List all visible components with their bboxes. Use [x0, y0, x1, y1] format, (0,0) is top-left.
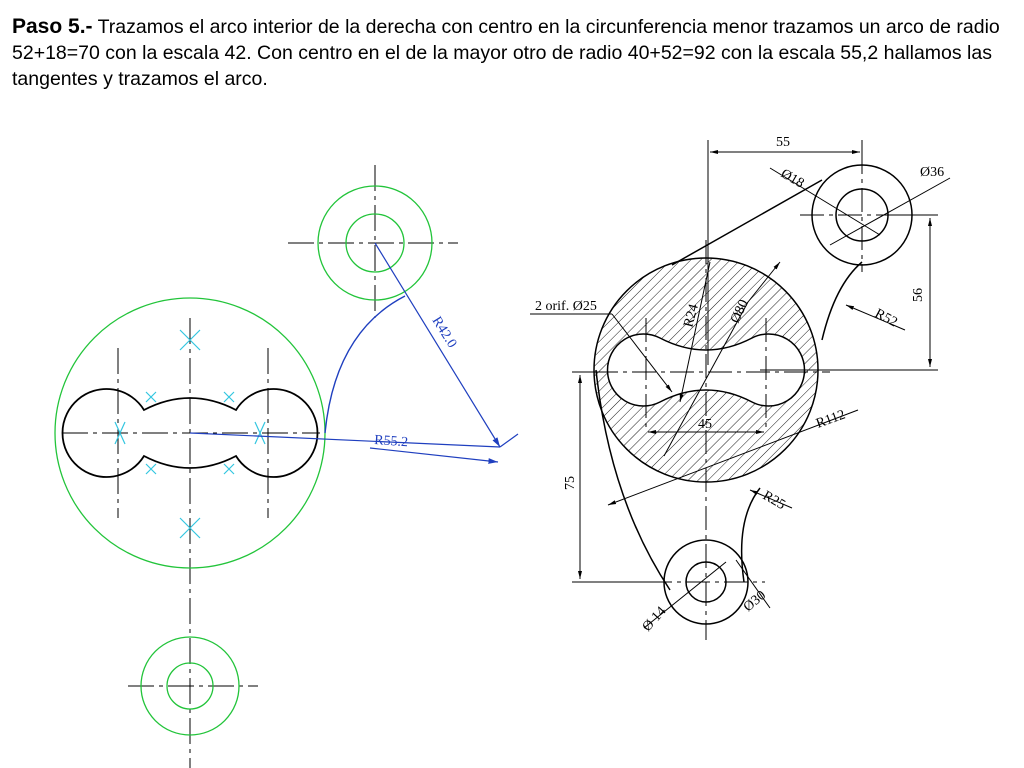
step-label: Paso 5.-	[12, 15, 93, 38]
dim-d18: Ø18	[778, 166, 807, 192]
instruction-body: Trazamos el arco interior de la derecha con centro en la circunferencia menor trazamos un arco de radio 52+18=70 con la escala 42. Con centro en el de la mayor otro de radio 40+52=92 con la escala 55,2 hallamos las tangentes y trazamos el arco.	[12, 16, 1000, 90]
left-construction-drawing	[55, 165, 518, 768]
left-blue-tangent-arc	[325, 296, 405, 433]
label-r42: R42.0	[428, 314, 460, 351]
dim-d80: Ø80	[728, 297, 752, 326]
dim-45: 45	[698, 417, 712, 432]
dim-2-orif: 2 orif. Ø25	[535, 299, 597, 314]
dim-55: 55	[776, 135, 790, 150]
label-r55: R55.2	[373, 433, 409, 451]
dim-56: 56	[911, 288, 926, 302]
dim-r52: R52	[872, 306, 900, 331]
right-part-drawing	[530, 135, 950, 640]
dim-75: 75	[563, 476, 578, 490]
left-center-lines	[62, 165, 458, 768]
dim-d14: Ø 14	[639, 604, 670, 635]
dim-d30: Ø30	[740, 588, 770, 616]
dim-d36: Ø36	[920, 165, 945, 180]
dim-r24: R24	[681, 302, 702, 330]
dim-r25: R25	[760, 488, 788, 514]
dim-r112: R112	[814, 407, 848, 432]
left-blue-radius-lines	[190, 243, 518, 462]
